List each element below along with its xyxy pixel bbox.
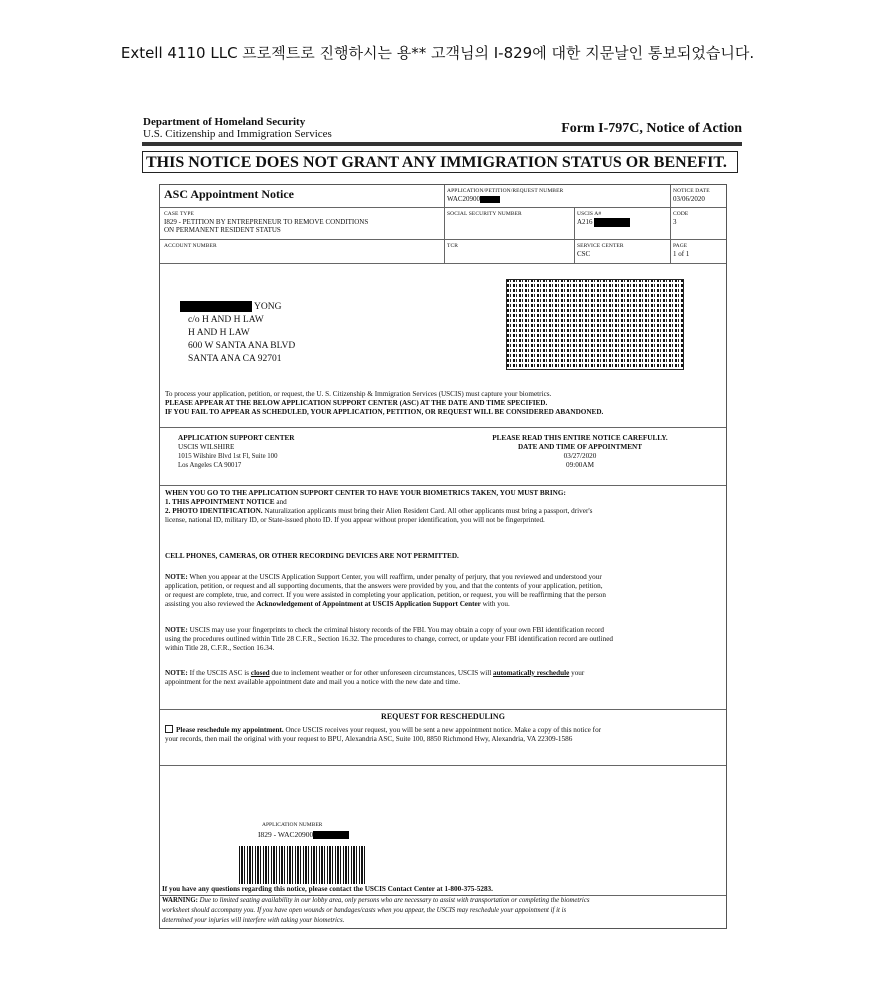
datetime-heading: DATE AND TIME OF APPOINTMENT xyxy=(517,443,643,451)
notice-title: ASC Appointment Notice xyxy=(164,187,295,201)
section-divider xyxy=(160,765,726,766)
app-number-value: I829 - WAC20900 xyxy=(258,830,314,839)
note3-line2: appointment for the next available appointment date and mail you a notice with the new date and time. xyxy=(165,678,460,686)
warning-line1: Due to limited seating availability in our lobby area, only persons who are necessary to assist with transportation or completing the biometrics xyxy=(197,897,590,904)
grid-line xyxy=(444,185,445,263)
app-number-label: APPLICATION NUMBER xyxy=(262,822,323,828)
grid-line xyxy=(160,263,726,264)
intro-line3: IF YOU FAIL TO APPEAR AS SCHEDULED, YOUR APPLICATION, PETITION, OR REQUEST WILL BE CONSIDERED ABANDONED. xyxy=(165,408,604,416)
asc-heading: APPLICATION SUPPORT CENTER xyxy=(178,434,295,442)
intro-line1: To process your application, petition, or request, the U. S. Citizenship & Immigration Services (USCIS) must capture your biometrics. xyxy=(165,390,552,398)
grid-line xyxy=(670,185,671,263)
tcr-label: TCR xyxy=(447,243,458,249)
i797c-notice-document xyxy=(133,106,745,936)
reschedule-heading: REQUEST FOR RESCHEDULING xyxy=(381,712,505,721)
bring-heading: WHEN YOU GO TO THE APPLICATION SUPPORT CENTER TO HAVE YOUR BIOMETRICS TAKEN, YOU MUST BRING: xyxy=(165,489,566,497)
case-type-line2: ON PERMANENT RESIDENT STATUS xyxy=(164,226,281,234)
section-divider xyxy=(160,485,726,486)
asc-location-block xyxy=(178,434,428,470)
grid-line xyxy=(160,239,726,240)
uscis-number-field xyxy=(577,210,669,227)
page-label: PAGE xyxy=(673,243,688,249)
address-line3: 600 W SANTA ANA BLVD xyxy=(188,341,296,351)
note2-line2: using the procedures outlined within Title 28 C.F.R., Section 16.32. The procedures to change, correct, or update your FBI identification record are outlined xyxy=(165,635,614,643)
appointment-time: 09:00AM xyxy=(566,461,594,469)
note2-line1: USCIS may use your fingerprints to check the criminal history records of the FBI. You may obtain a copy of your own FBI identification record xyxy=(187,626,604,634)
grid-line xyxy=(574,207,575,263)
address-line1: c/o H AND H LAW xyxy=(188,315,264,325)
note1-line2: application, petition, or request and all supporting documents, that the answers were provided by you, and that the contents of your application, petition, xyxy=(165,582,603,590)
agency-header xyxy=(143,116,332,140)
receipt-number-field xyxy=(447,187,667,203)
warning-line3: determined your injuries will interfere with taking your biometrics. xyxy=(162,917,345,924)
note3-auto-reschedule: automatically reschedule xyxy=(492,669,570,677)
ssn-label: SOCIAL SECURITY NUMBER xyxy=(447,211,522,217)
notice-caption: Extell 4110 LLC 프로젝트로 진행하시는 용** 고객님의 I-829에 대한 지문날인 통보되었습니다. xyxy=(120,44,755,62)
header-rule xyxy=(142,142,742,146)
bring-item1: 1. THIS APPOINTMENT NOTICE xyxy=(165,498,275,506)
account-number-field xyxy=(164,242,217,250)
note-closure xyxy=(165,669,725,687)
note1-line4a: assisting you also reviewed the xyxy=(165,600,257,608)
section-divider xyxy=(160,427,726,428)
address-name-line xyxy=(180,301,295,314)
note1-acknowledgement: Acknowledgement of Appointment at USCIS Application Support Center xyxy=(256,600,481,608)
agency-subname: U.S. Citizenship and Immigration Services xyxy=(143,128,332,140)
reschedule-checkbox[interactable] xyxy=(165,725,173,733)
grid-line xyxy=(160,207,726,208)
ssn-field xyxy=(447,210,522,218)
page-value: 1 of 1 xyxy=(673,250,690,258)
account-number-label: ACCOUNT NUMBER xyxy=(164,243,217,249)
note3-line1a: If the USCIS ASC is xyxy=(187,669,251,677)
section-divider xyxy=(160,709,726,710)
note1-line1: When you appear at the USCIS Application Support Center, you will reaffirm, under penalty of perjury, that you reviewed and understood your xyxy=(187,573,602,581)
address-line4: SANTA ANA CA 92701 xyxy=(188,354,282,364)
case-type-line1: I829 - PETITION BY ENTREPRENEUR TO REMOVE CONDITIONS xyxy=(164,218,369,226)
mailing-address xyxy=(180,301,295,366)
2d-barcode xyxy=(506,279,684,370)
warning-line2: worksheet should accompany you. If you have open wounds or bandages/casts when you appear, the USCIS may reschedule your appointment if it is xyxy=(162,907,567,914)
case-type-field xyxy=(164,210,442,234)
asc-name: USCIS WILSHIRE xyxy=(178,443,235,451)
note3-closed: closed xyxy=(250,669,270,677)
code-label: CODE xyxy=(673,211,689,217)
appointment-date: 03/27/2020 xyxy=(563,452,597,460)
reschedule-label: Please reschedule my appointment. xyxy=(176,726,284,734)
1d-barcode xyxy=(239,846,365,884)
bring-block xyxy=(165,489,725,525)
redaction-bar xyxy=(313,831,349,839)
status-banner: THIS NOTICE DOES NOT GRANT ANY IMMIGRATION STATUS OR BENEFIT. xyxy=(142,151,738,173)
tcr-field xyxy=(447,242,458,250)
address-name: YONG xyxy=(254,302,282,312)
note-label: NOTE: xyxy=(165,573,188,581)
intro-block xyxy=(165,390,725,417)
note-fbi xyxy=(165,626,725,653)
uscis-number-value: A216 xyxy=(577,218,593,227)
form-title: Form I-797C, Notice of Action xyxy=(561,121,742,136)
note-label: NOTE: xyxy=(165,626,188,634)
contact-line: If you have any questions regarding this notice, please contact the USCIS Contact Center at 1-800-375-5283. xyxy=(162,885,493,893)
notice-date-value: 03/06/2020 xyxy=(673,195,705,203)
read-notice-text: PLEASE READ THIS ENTIRE NOTICE CAREFULLY. xyxy=(492,434,668,442)
note3-line1b: due to inclement weather or for other unforeseen circumstances, USCIS will xyxy=(269,669,493,677)
code-field xyxy=(673,210,688,226)
address-line2: H AND H LAW xyxy=(188,328,250,338)
warning-label: WARNING: xyxy=(162,897,198,904)
asc-city: Los Angeles CA 90017 xyxy=(178,462,242,469)
bring-item1-rest: and xyxy=(274,498,287,506)
bring-item2: 2. PHOTO IDENTIFICATION. xyxy=(165,507,263,515)
note-label: NOTE: xyxy=(165,669,188,677)
notice-date-field xyxy=(673,187,710,203)
reschedule-request xyxy=(165,725,725,744)
bring-item2-line2: license, national ID, military ID, or State-issued photo ID. If you appear without proper identification, you will not be fingerprinted. xyxy=(165,516,545,524)
warning-block xyxy=(162,896,724,926)
note1-line4c: with you. xyxy=(480,600,510,608)
bring-item2-rest: Naturalization applicants must bring their Alien Resident Card. All other applicants must bring a passport, driver's xyxy=(262,507,593,515)
reschedule-line1: Once USCIS receives your request, you will be sent a new appointment notice. Make a copy of this notice for xyxy=(283,726,602,734)
service-center-field xyxy=(577,242,624,258)
intro-line2: PLEASE APPEAR AT THE BELOW APPLICATION SUPPORT CENTER (ASC) AT THE DATE AND TIME SPECIFIED. xyxy=(165,399,548,407)
case-type-label: CASE TYPE xyxy=(164,211,194,217)
notice-box xyxy=(159,184,727,929)
note2-line3: within Title 28, C.F.R., Section 16.34. xyxy=(165,644,275,652)
code-value: 3 xyxy=(673,218,677,226)
service-center-value: CSC xyxy=(577,250,591,258)
service-center-label: SERVICE CENTER xyxy=(577,243,624,249)
page-field xyxy=(673,242,689,258)
uscis-number-label: USCIS A# xyxy=(577,211,602,217)
asc-street: 1015 Wilshire Blvd 1st Fl, Suite 100 xyxy=(178,453,278,460)
receipt-number-value: WAC20900 xyxy=(447,195,481,203)
redaction-bar xyxy=(594,218,630,227)
note1-line3: or request are complete, true, and correct. If you were assisted in completing your application, petition, or request, you will be reaffirming that the person xyxy=(165,591,606,599)
agency-name: Department of Homeland Security xyxy=(143,116,306,128)
appointment-block xyxy=(460,434,700,470)
app-number-line xyxy=(258,830,349,839)
redaction-bar xyxy=(480,196,500,203)
reschedule-line2: your records, then mail the original with your request to BPU, Alexandria ASC, Suite 100, 8850 Richmond Hwy, Alexandria, VA 22309-1586 xyxy=(165,735,573,743)
redaction-bar xyxy=(180,301,252,312)
notice-date-label: NOTICE DATE xyxy=(673,188,710,194)
note-reaffirm xyxy=(165,573,725,609)
receipt-number-label: APPLICATION/PETITION/REQUEST NUMBER xyxy=(447,188,564,194)
devices-warning: CELL PHONES, CAMERAS, OR OTHER RECORDING DEVICES ARE NOT PERMITTED. xyxy=(165,552,459,560)
note3-line1c: your xyxy=(569,669,585,677)
